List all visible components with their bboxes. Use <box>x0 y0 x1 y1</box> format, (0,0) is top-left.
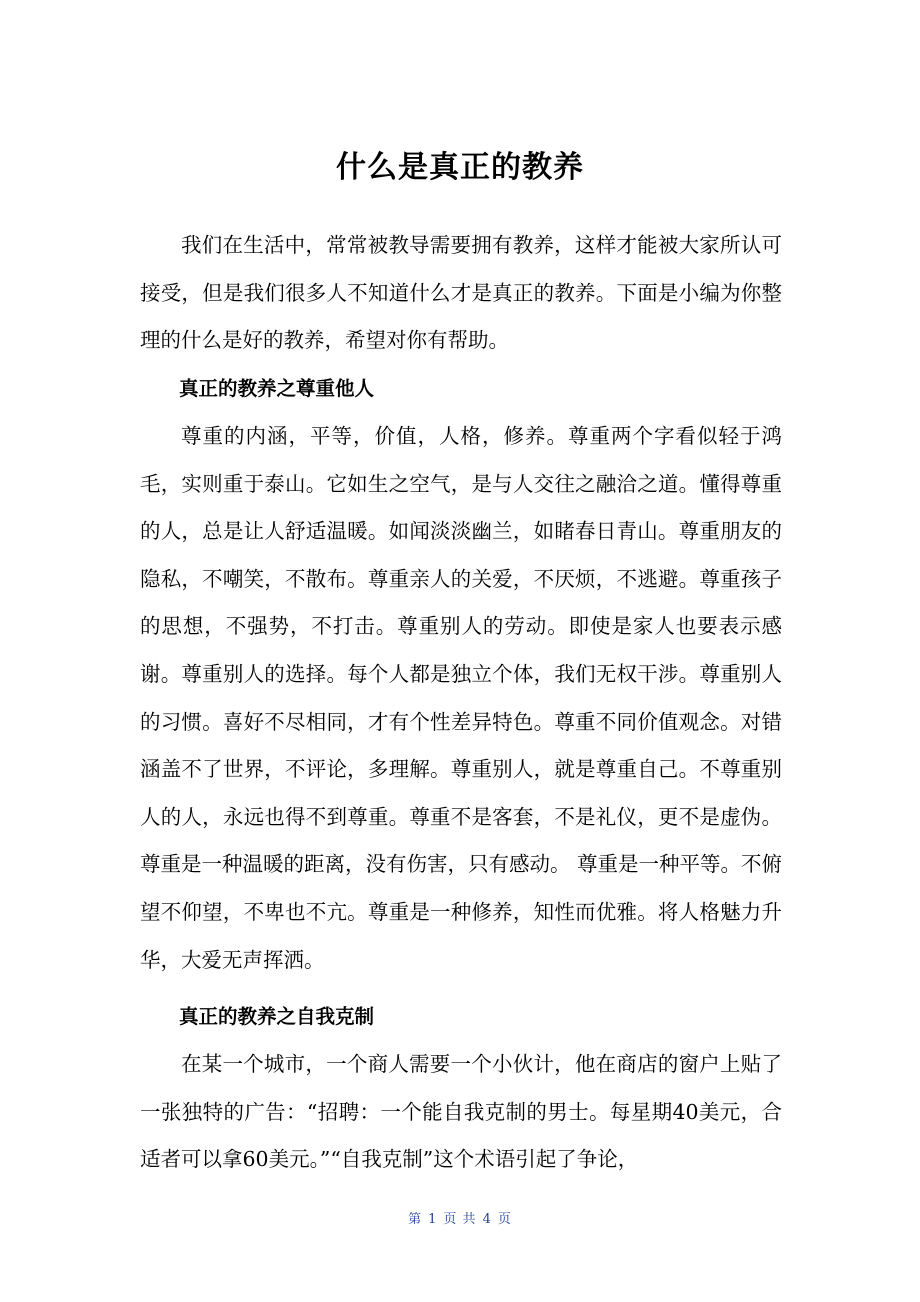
section-heading-self-control <box>140 993 782 1041</box>
section-heading-text: 真正的教养之尊重他人 <box>179 377 375 400</box>
intro-text: 我们在生活中，常常被教导需要拥有教养，这样才能被大家所认可接受，但是我们很多人不知道什么才是真正的教养。下面是小编为你整理的什么是好的教养，希望对你有帮助。 <box>140 233 782 353</box>
self-control-paragraph <box>140 1041 782 1184</box>
page-footer <box>0 1208 920 1227</box>
footer-prefix: 第 <box>408 1212 423 1227</box>
respect-paragraph <box>140 413 782 984</box>
footer-total-pages: 4 <box>482 1212 492 1227</box>
section-heading-text: 真正的教养之自我克制 <box>179 1005 375 1028</box>
section-heading-respect <box>140 365 782 413</box>
footer-page-number: 1 <box>428 1212 438 1227</box>
footer-middle: 页 共 <box>443 1212 477 1227</box>
respect-text: 尊重的内涵，平等，价值，人格，修养。尊重两个字看似轻于鸿毛，实则重于泰山。它如生之空气，是与人交往之融洽之道。懂得尊重的人，总是让人舒适温暖。如闻淡淡幽兰，如睹春日青山。尊重朋友的隐私，不嘲笑，不散布。尊重亲人的关爱，不厌烦，不逃避。尊重孩子的思想，不强势，不打击。尊重别人的劳动。即使是家人也要表示感谢。尊重别人的选择。每个人都是独立个体，我们无权干涉。尊重别人的习惯。喜好不尽相同，才有个性差异特色。尊重不同价值观念。对错涵盖不了世界，不评论，多理解。尊重别人，就是尊重自己。不尊重别人的人，永远也得不到尊重。尊重不是客套，不是礼仪，更不是虚伪。尊重是一种温暖的距离，没有伤害，只有感动。 尊重是一种平等。不俯望不仰望，不卑也不亢。尊重是一种修养，知性而优雅。将人格魅力升华，大爱无声挥洒。 <box>140 424 783 972</box>
self-control-text: 在某一个城市，一个商人需要一个小伙计，他在商店的窗户上贴了一张独特的广告：“招聘：一个能自我克制的男士。每星期40美元，合适者可以拿60美元。”“自我克制”这个术语引起了争论， <box>140 1052 782 1172</box>
document-title: 什么是真正的教养 <box>336 150 584 185</box>
footer-suffix: 页 <box>497 1212 512 1227</box>
intro-paragraph <box>140 222 782 365</box>
